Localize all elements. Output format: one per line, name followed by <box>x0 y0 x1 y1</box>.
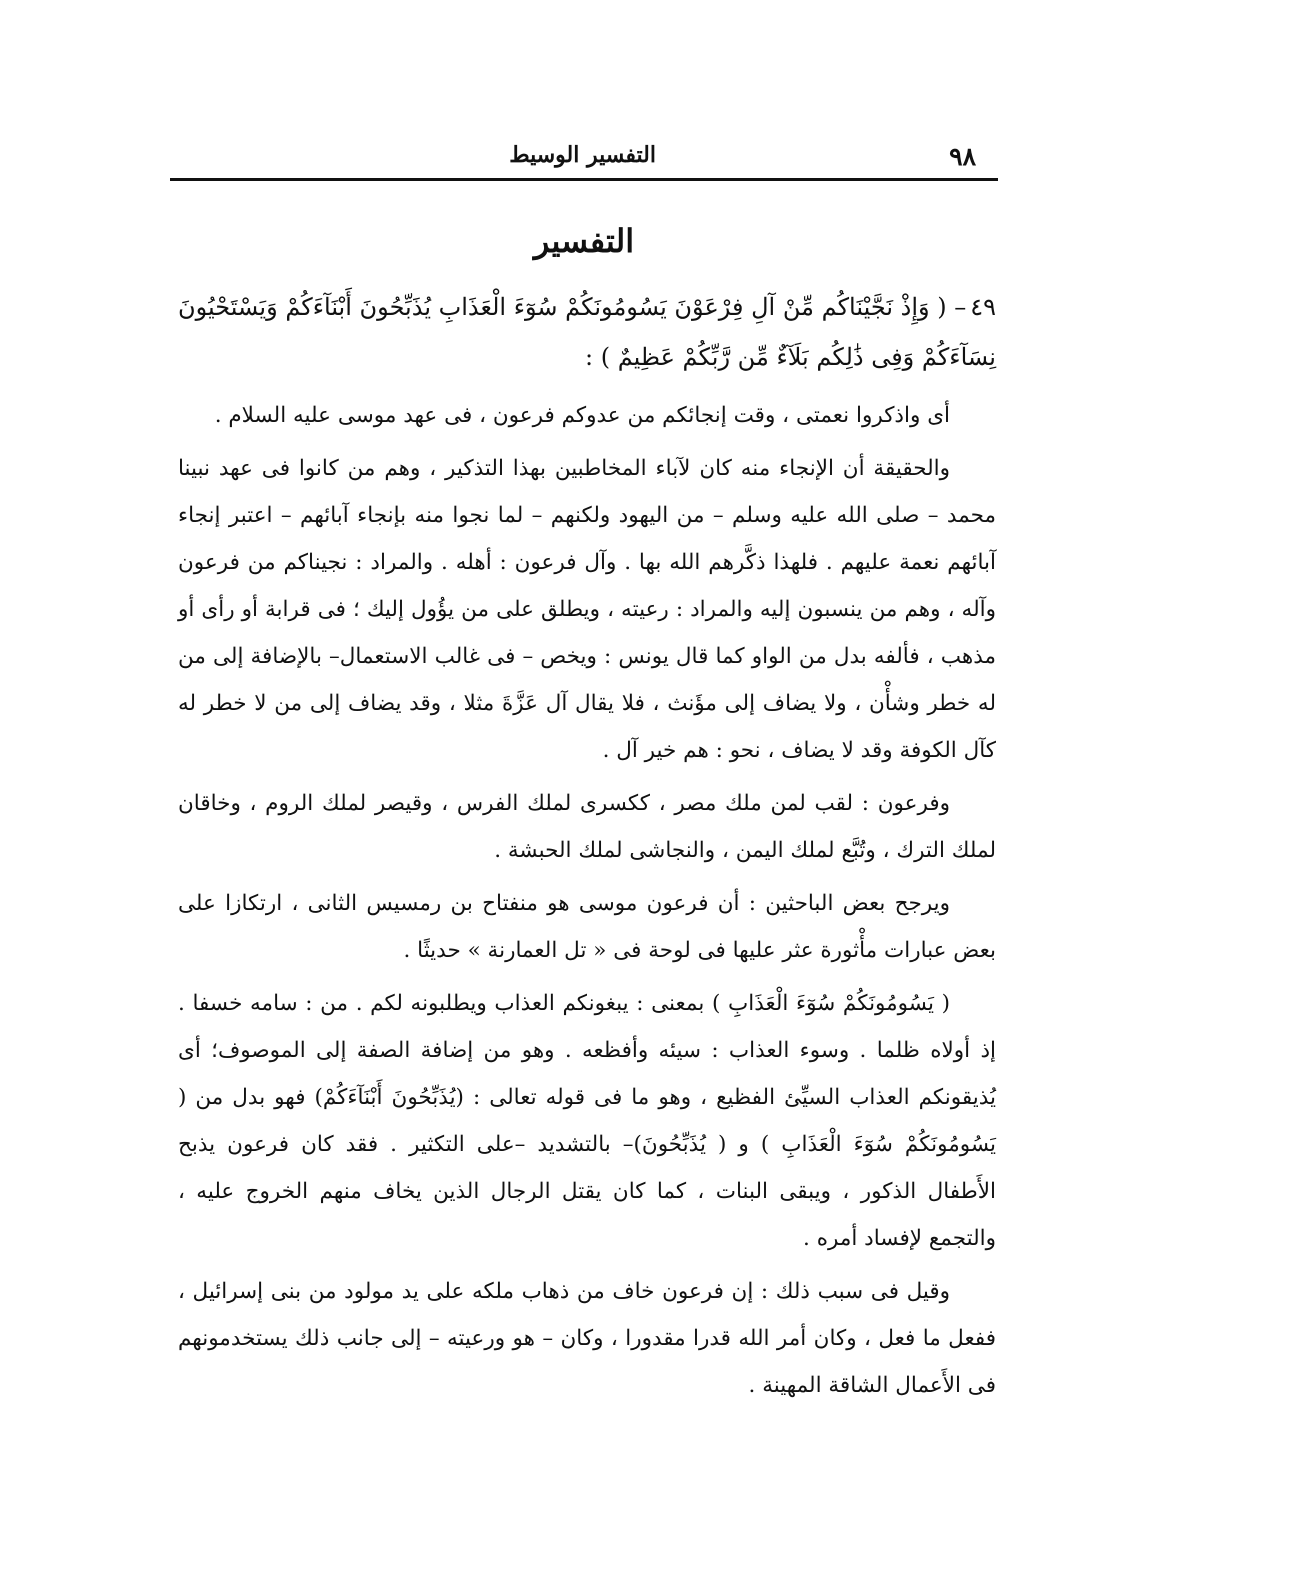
paragraph-1: أى واذكروا نعمتى ، وقت إنجائكم من عدوكم فرعون ، فى عهد موسى عليه السلام . <box>214 403 950 428</box>
verse-block <box>178 282 996 382</box>
header-rule <box>170 178 998 181</box>
page-body <box>178 282 996 1415</box>
paragraph-4: ويرجح بعض الباحثين : أن فرعون موسى هو منفتاح بن رمسيس الثانى ، ارتكازا على بعض عبارات مأْثورة عثر عليها فى لوحة فى « تل العمارنة » حديثًا . <box>178 891 996 963</box>
paragraph-2: والحقيقة أن الإنجاء منه كان لآباء المخاطبين بهذا التذكير ، وهم من كانوا فى عهد نبينا محمد – صلى الله عليه وسلم – من اليهود ولكنهم – لما نجوا منه بإنجاء آبائهم – اعتبر إنجاء آبائهم نعمة عليهم . فلهذا ذكَّرهم الله بها . وآل فرعون : أهله . والمراد : نجيناكم من فرعون وآله ، وهم من ينسبون إليه والمراد : رعيته ، ويطلق على من يؤُول إليك ؛ فى قرابة أو رأى أو مذهب ، فألفه بدل من الواو كما قال يونس : ويخص – فى غالب الاستعمال– بالإضافة إلى من له خطر وشأْن ، ولا يضاف إلى مؤَنث ، فلا يقال آل عَزَّةَ مثلا ، وقد يضاف إلى من لا خطر له كآل الكوفة وقد لا يضاف ، نحو : هم خير آل . <box>178 456 996 763</box>
section-title: التفسير <box>533 222 635 260</box>
verse-number: ٤٩ <box>970 293 996 321</box>
verse-text: – ( وَإِذْ نَجَّيْنَاكُم مِّنْ آلِ فِرْعَوْنَ يَسُومُونَكُمْ سُوٓءَ الْعَذَابِ يُذَبِّحُونَ أَبْنَآءَكُمْ وَيَسْتَحْيُونَ نِسَآءَكُمْ وَفِى ذَٰلِكُم بَلَآءٌ مِّن رَّبِّكُمْ عَظِيمٌ ) : <box>178 293 996 371</box>
paragraph-3: وفرعون : لقب لمن ملك مصر ، ككسرى لملك الفرس ، وقيصر لملك الروم ، وخاقان لملك الترك ، وتُبَّع لملك اليمن ، والنجاشى لملك الحبشة . <box>178 791 996 863</box>
running-title: التفسير الوسيط <box>509 142 656 168</box>
page-header <box>170 140 998 180</box>
paragraph-5: ( يَسُومُونَكُمْ سُوٓءَ الْعَذَابِ ) بمعنى : يبغونكم العذاب ويطلبونه لكم . من : سامه خسفا . إذ أولاه ظلما . وسوء العذاب : سيئه وأفظعه . وهو من إضافة الصفة إلى الموصوف؛ أى يُذيقونكم العذاب السيِّئ الفظيع ، وهو ما فى قوله تعالى : (يُذَبِّحُونَ أَبْنَآءَكُمْ) فهو بدل من ( يَسُومُونَكُمْ سُوٓءَ الْعَذَابِ ) و ( يُذَبِّحُونَ)– بالتشديد –على التكثير . فقد كان فرعون يذبح الأَطفال الذكور ، ويبقى البنات ، كما كان يقتل الرجال الذين يخاف منهم الخروج عليه ، والتجمع لإفساد أمره . <box>178 991 996 1251</box>
page-number: ٩٨ <box>949 142 976 171</box>
paragraph-6: وقيل فى سبب ذلك : إن فرعون خاف من ذهاب ملكه على يد مولود من بنى إسرائيل ، ففعل ما فعل ، وكان أمر الله قدرا مقدورا ، وكان – هو ورعيته – إلى جانب ذلك يستخدمونهم فى الأَعمال الشاقة المهينة . <box>178 1279 996 1398</box>
